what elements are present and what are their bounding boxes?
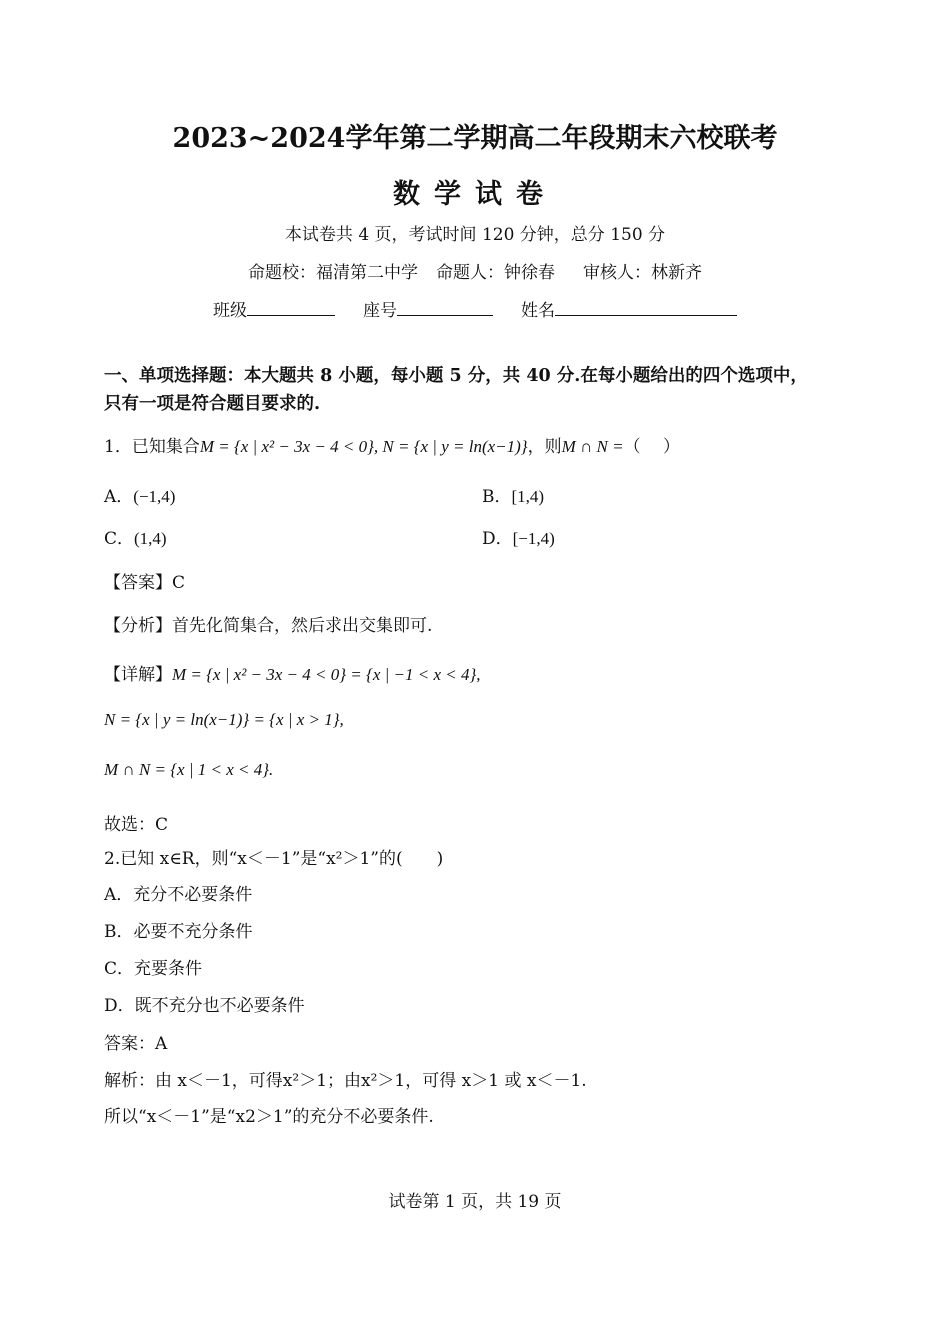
q2-option-a: A．充分不必要条件 [104, 885, 253, 905]
section-heading-line1: 一、单项选择题：本大题共 8 小题，每小题 5 分，共 40 分.在每小题给出的四个选项中， [104, 366, 808, 386]
q1-choice: 故选：C [104, 815, 169, 835]
option-label: D． [482, 529, 513, 549]
option-value: (−1,4) [133, 487, 176, 506]
q1-set-n: , N = {x | y = ln(x−1)} [373, 437, 528, 456]
q1-ask: ，则 [527, 437, 562, 457]
q1-set-m: M = {x | x² − 3x − 4 < 0} [199, 437, 374, 456]
q2-explanation-1: 解析：由 x＜－1，可得x²＞1；由x²＞1，可得 x＞1 或 x＜－1. [104, 1071, 587, 1091]
q1-answer: 【答案】C [104, 573, 186, 593]
section-heading-line2: 只有一项是符合题目要求的. [104, 394, 321, 414]
option-label: C． [104, 529, 135, 549]
q1-option-d [482, 524, 555, 549]
q1-option-c [104, 524, 167, 549]
q1-intersection: M ∩ N = [561, 437, 624, 456]
option-value: [−1,4) [512, 529, 555, 548]
reviewer-label: 审核人：林新齐 [583, 263, 702, 283]
student-fields [0, 296, 950, 321]
option-value: (1,4) [134, 529, 167, 548]
option-label: B． [482, 487, 512, 507]
question-1-stem [104, 432, 680, 457]
school-label: 命题校：福清第二中学 [248, 263, 418, 283]
class-blank[interactable] [247, 299, 335, 316]
q1-prefix: 1．已知集合 [104, 437, 200, 457]
exam-info: 本试卷共 4 页，考试时间 120 分钟，总分 150 分 [284, 225, 666, 245]
q2-answer: 答案：A [104, 1034, 168, 1054]
q1-detail-1 [104, 660, 481, 685]
exam-authors [0, 258, 950, 283]
name-label: 姓名 [521, 301, 555, 321]
q1-paren: （ ） [623, 437, 681, 457]
q2-option-d: D．既不充分也不必要条件 [104, 996, 305, 1016]
q2-option-b: B．必要不充分条件 [104, 922, 253, 942]
detail-math: M = {x | x² − 3x − 4 < 0} = {x | −1 < x < 4}, [172, 665, 481, 684]
detail-label: 【详解】 [104, 665, 172, 685]
question-2-stem: 2.已知 x∈R，则“x＜－1”是“x²＞1”的( ) [104, 849, 444, 869]
option-label: A． [104, 487, 134, 507]
exam-subtitle: 数学试卷 [393, 179, 557, 210]
seat-blank[interactable] [397, 299, 493, 316]
q2-option-c: C．充要条件 [104, 959, 203, 979]
q1-analysis: 【分析】首先化简集合，然后求出交集即可. [104, 616, 433, 636]
q1-option-a [104, 482, 175, 507]
q2-explanation-2: 所以“x＜－1”是“x2＞1”的充分不必要条件. [104, 1107, 434, 1127]
q1-detail-3: M ∩ N = {x | 1 < x < 4}. [104, 760, 274, 779]
name-blank[interactable] [555, 299, 737, 316]
q1-detail-2: N = {x | y = ln(x−1)} = {x | x > 1}, [104, 710, 344, 729]
author-label: 命题人：钟徐春 [436, 263, 555, 283]
q1-option-b [482, 482, 544, 507]
page-footer: 试卷第 1 页，共 19 页 [388, 1192, 562, 1212]
exam-title: 2023~2024学年第二学期高二年段期末六校联考 [172, 123, 778, 154]
seat-label: 座号 [363, 301, 397, 321]
option-value: [1,4) [511, 487, 545, 506]
class-label: 班级 [213, 301, 247, 321]
